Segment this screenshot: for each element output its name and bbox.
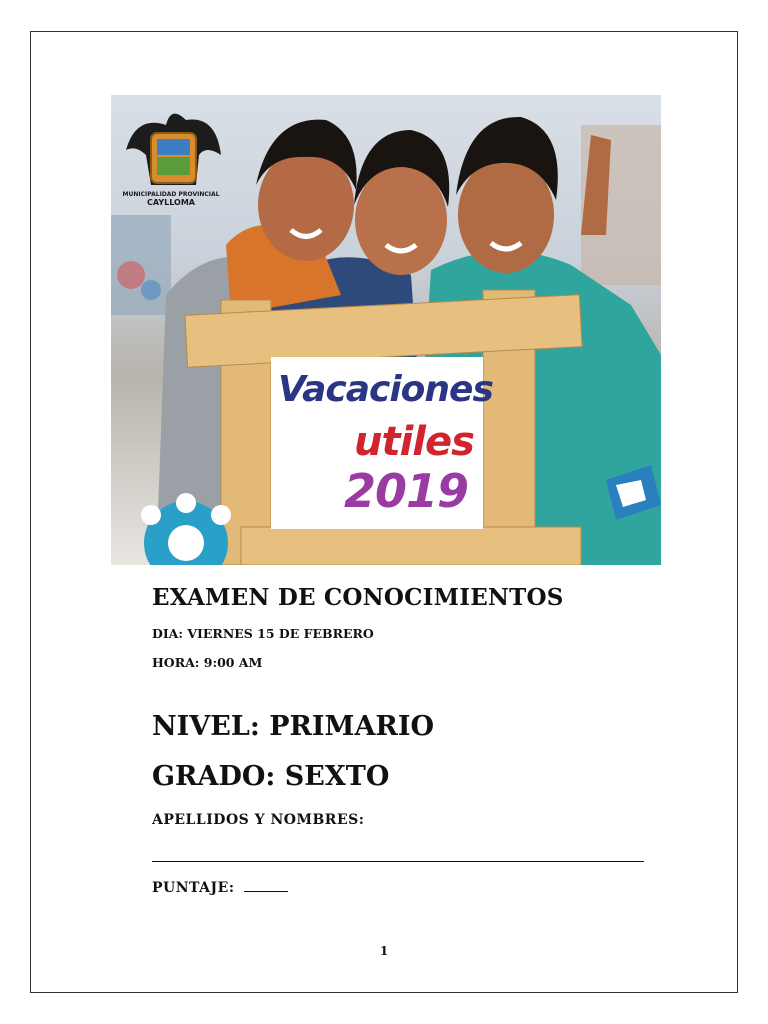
names-blank-line[interactable] xyxy=(152,861,644,862)
sign-utiles: utiles xyxy=(354,419,474,465)
exam-title: EXAMEN DE CONOCIMIENTOS xyxy=(152,584,564,611)
names-label: APELLIDOS Y NOMBRES: xyxy=(152,812,365,828)
municipality-province: CAYLLOMA xyxy=(147,197,195,207)
score-row xyxy=(152,879,288,896)
sign-vacaciones: Vacaciones xyxy=(278,369,493,410)
exam-day: DIA: VIERNES 15 DE FEBRERO xyxy=(152,626,374,641)
municipality-logo-label xyxy=(121,192,221,207)
sign-year: 2019 xyxy=(343,464,469,518)
page-number: 1 xyxy=(379,944,389,958)
hero-banner xyxy=(111,95,661,565)
exam-hour: HORA: 9:00 AM xyxy=(152,655,263,670)
municipality-name: MUNICIPALIDAD PROVINCIAL xyxy=(122,191,220,198)
score-blank-line[interactable] xyxy=(244,879,288,892)
exam-level: NIVEL: PRIMARIO xyxy=(152,711,434,742)
exam-grade: GRADO: SEXTO xyxy=(152,761,390,792)
score-label: PUNTAJE: xyxy=(152,880,235,896)
